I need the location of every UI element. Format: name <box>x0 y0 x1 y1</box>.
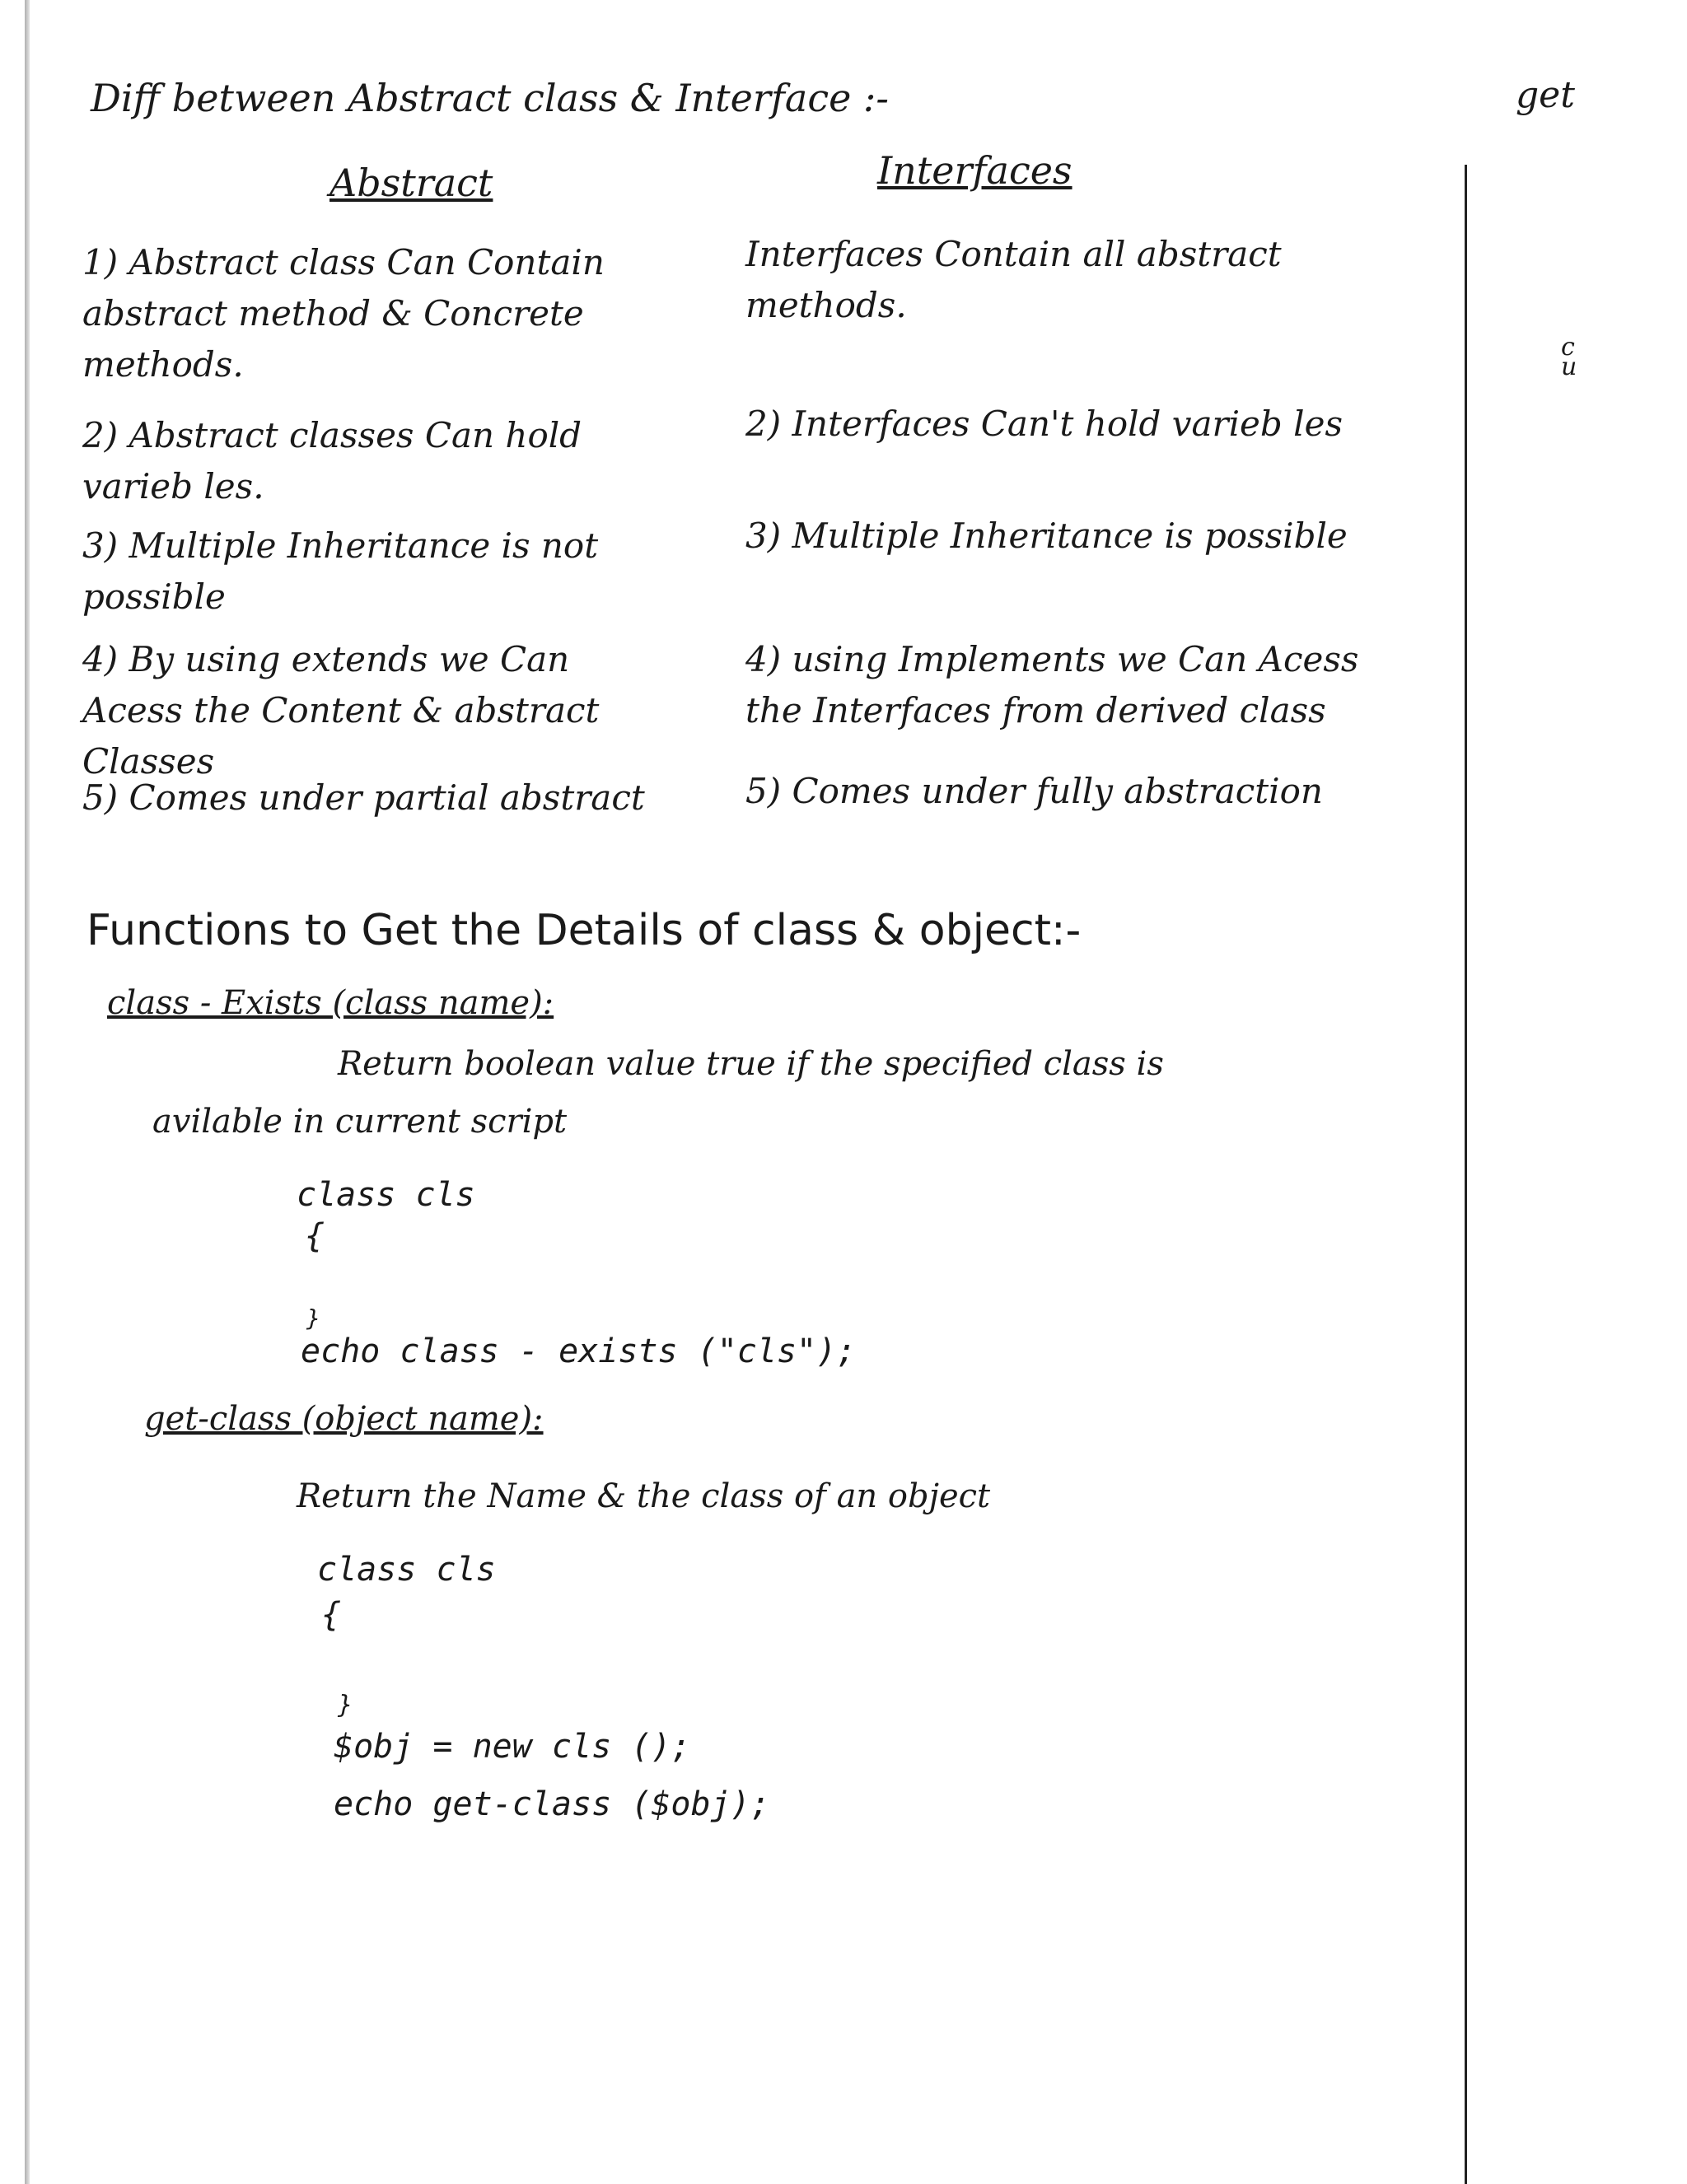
get-class-code-3: } <box>338 1691 353 1720</box>
interface-point-4: 4) using Implements we Can Acess the Interfaces from derived class <box>745 639 1359 730</box>
abstract-heading: Abstract <box>329 161 493 205</box>
page-left-edge <box>25 0 30 2184</box>
class-exists-signature: class - Exists (class name): <box>107 984 554 1022</box>
interface-point-3: 3) Multiple Inheritance is possible <box>745 516 1348 556</box>
class-exists-code-2: { <box>305 1217 325 1255</box>
class-exists-desc-1: Return boolean value true if the specified class is <box>338 1045 1164 1083</box>
margin-note-mid: c u <box>1561 333 1577 381</box>
get-class-desc-1: Return the Name & the class of an object <box>297 1477 991 1515</box>
class-exists-code-4: echo class - exists ("cls"); <box>301 1332 857 1370</box>
interface-point-1: Interfaces Contain all abstract methods. <box>745 234 1282 325</box>
functions-section-title: Functions to Get the Details of class & object:- <box>86 906 1082 955</box>
get-class-code-5: echo get-class ($obj); <box>334 1785 770 1823</box>
class-exists-code-3: } <box>306 1304 320 1332</box>
get-class-code-2: { <box>321 1596 342 1634</box>
get-class-signature: get-class (object name): <box>144 1400 544 1438</box>
page-title: Diff between Abstract class & Interface :- <box>91 76 889 120</box>
class-exists-desc-2: avilable in current script <box>152 1103 568 1141</box>
interface-point-2: 2) Interfaces Can't hold varieb les <box>745 404 1343 444</box>
abstract-point-3: 3) Multiple Inheritance is not possible <box>82 525 599 617</box>
class-exists-code-1: class cls <box>297 1176 475 1214</box>
margin-note-top: get <box>1516 74 1575 116</box>
abstract-point-5: 5) Comes under partial abstract <box>82 777 645 818</box>
get-class-code-1: class cls <box>317 1551 496 1589</box>
abstract-point-2: 2) Abstract classes Can hold varieb les. <box>82 415 582 506</box>
page-right-rule <box>1465 165 1467 2184</box>
abstract-point-4: 4) By using extends we Can Acess the Content & abstract Classes <box>82 639 600 782</box>
get-class-code-4: $obj = new cls (); <box>334 1728 691 1766</box>
abstract-point-1: 1) Abstract class Can Contain abstract method & Concrete methods. <box>82 242 605 385</box>
interfaces-heading: Interfaces <box>877 148 1072 193</box>
interface-point-5: 5) Comes under fully abstraction <box>745 771 1323 811</box>
